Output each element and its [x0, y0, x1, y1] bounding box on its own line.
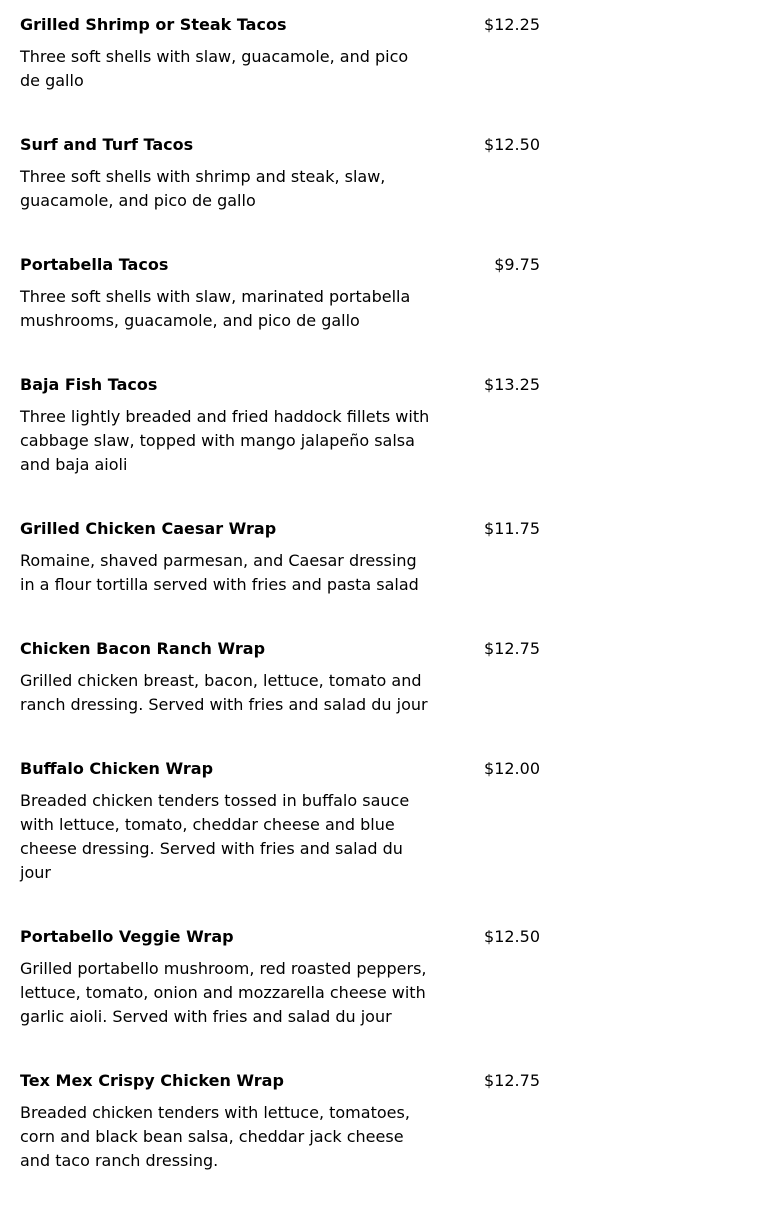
menu-item-name: Surf and Turf Tacos	[20, 135, 194, 154]
menu-item-name: Chicken Bacon Ranch Wrap	[20, 639, 266, 658]
menu-item-header	[20, 253, 540, 277]
menu-item-header	[20, 373, 540, 397]
menu-item-name: Portabella Tacos	[20, 255, 169, 274]
menu-item	[20, 253, 540, 333]
menu-item-description: Breaded chicken tenders with lettuce, tomatoes, corn and black bean salsa, cheddar jack cheese and taco ranch dressing.	[20, 1103, 410, 1170]
menu-item-name: Tex Mex Crispy Chicken Wrap	[20, 1071, 284, 1090]
menu-item	[20, 757, 540, 885]
menu-item-price: $13.25	[484, 375, 540, 394]
menu-item	[20, 517, 540, 597]
menu-item-header	[20, 757, 540, 781]
menu-item-header	[20, 925, 540, 949]
menu-item-description: Three soft shells with slaw, marinated portabella mushrooms, guacamole, and pico de gallo	[20, 287, 411, 330]
menu-item-price: $12.00	[484, 759, 540, 778]
menu-item-header	[20, 13, 540, 37]
menu-item-description: Three lightly breaded and fried haddock fillets with cabbage slaw, topped with mango jalapeño salsa and baja aioli	[20, 407, 430, 474]
menu-item-description: Three soft shells with shrimp and steak, slaw, guacamole, and pico de gallo	[20, 167, 386, 210]
menu-item-header	[20, 1069, 540, 1093]
menu-item	[20, 1069, 540, 1173]
menu-item	[20, 373, 540, 477]
menu-item-description: Romaine, shaved parmesan, and Caesar dressing in a flour tortilla served with fries and pasta salad	[20, 551, 419, 594]
menu-item-header	[20, 637, 540, 661]
menu-item-description: Breaded chicken tenders tossed in buffalo sauce with lettuce, tomato, cheddar cheese and blue cheese dressing. Served with fries and salad du jour	[20, 791, 410, 882]
menu-item	[20, 133, 540, 213]
menu-item	[20, 637, 540, 717]
menu-list	[20, 13, 540, 1213]
menu-item	[20, 13, 540, 93]
menu-item-price: $12.25	[484, 15, 540, 34]
menu-item-header	[20, 517, 540, 541]
menu-item-price: $12.75	[484, 1071, 540, 1090]
menu-item-price: $12.75	[484, 639, 540, 658]
menu-item-price: $11.75	[484, 519, 540, 538]
menu-item-name: Grilled Shrimp or Steak Tacos	[20, 15, 287, 34]
menu-item-header	[20, 133, 540, 157]
menu-item-price: $12.50	[484, 135, 540, 154]
menu-item-description: Three soft shells with slaw, guacamole, and pico de gallo	[20, 47, 409, 90]
menu-item-name: Buffalo Chicken Wrap	[20, 759, 214, 778]
menu-item-name: Portabello Veggie Wrap	[20, 927, 234, 946]
menu-item-name: Baja Fish Tacos	[20, 375, 158, 394]
menu-item-price: $12.50	[484, 927, 540, 946]
menu-item-description: Grilled chicken breast, bacon, lettuce, tomato and ranch dressing. Served with fries and salad du jour	[20, 671, 428, 714]
menu-item	[20, 925, 540, 1029]
menu-item-name: Grilled Chicken Caesar Wrap	[20, 519, 277, 538]
menu-item-price: $9.75	[494, 255, 540, 274]
menu-item-description: Grilled portabello mushroom, red roasted peppers, lettuce, tomato, onion and mozzarella cheese with garlic aioli. Served with fries and salad du jour	[20, 959, 427, 1026]
